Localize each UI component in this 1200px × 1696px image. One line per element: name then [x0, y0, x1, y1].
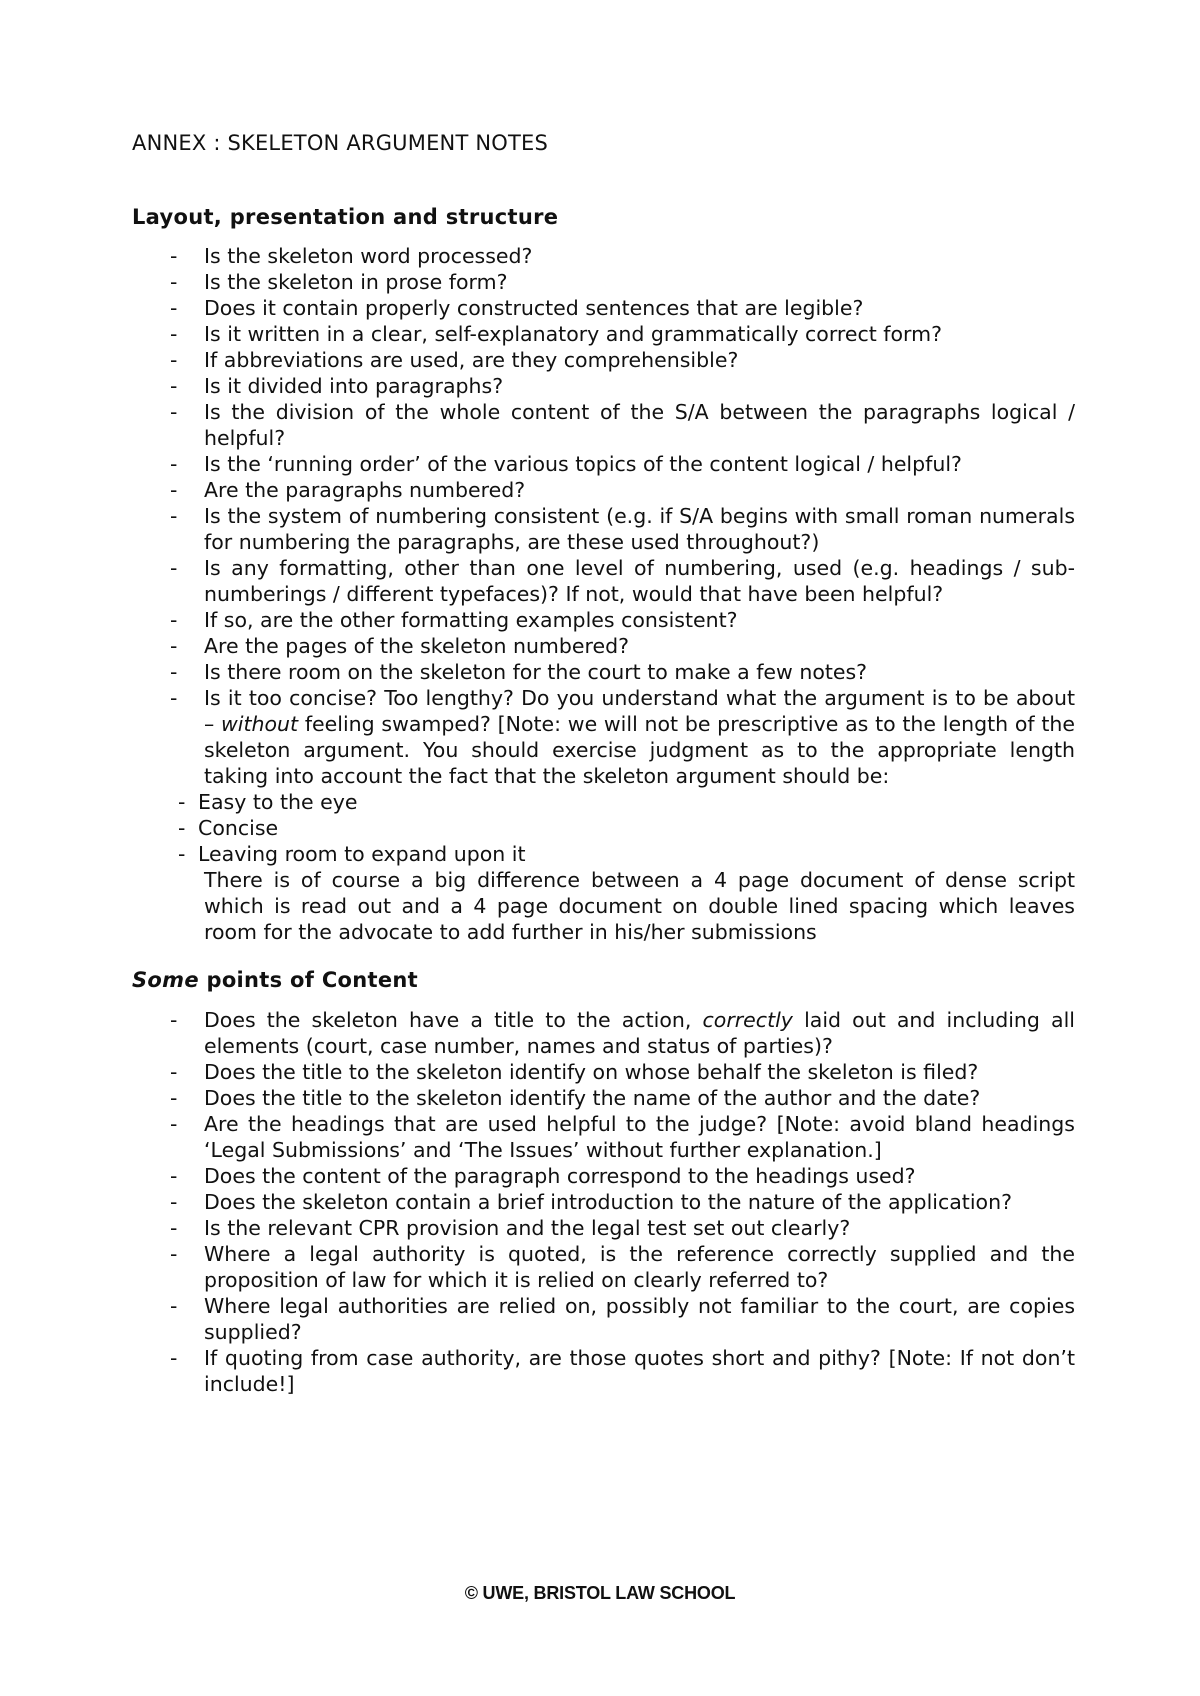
heading-text: points of Content [198, 968, 418, 992]
list-item: - Are the paragraphs numbered? [164, 477, 1075, 503]
sub-list-item: - Easy to the eye [178, 789, 1075, 815]
list-item: - Does it contain properly constructed sentences that are legible? [164, 295, 1075, 321]
list-item: - Is it written in a clear, self-explanatory and grammatically correct form? [164, 321, 1075, 347]
list-item: - Is the ‘running order’ of the various topics of the content logical / helpful? [164, 451, 1075, 477]
list-item: - If so, are the other formatting examples consistent? [164, 607, 1075, 633]
title-item-emphasis: correctly [702, 1008, 793, 1032]
list-item: - Where legal authorities are relied on, possibly not familiar to the court, are copies supplied? [164, 1293, 1075, 1345]
length-note-text-continued: feeling swamped? [Note: we will not be prescriptive as to the length of the skeleton argument. You should exercise judgment as to the appropriate length taking into account the fact that the skeleton argument should be: [204, 712, 1075, 788]
list-item: - Does the content of the paragraph correspond to the headings used? [164, 1163, 1075, 1189]
list-item-length-note [164, 685, 1075, 789]
list-item: - Is there room on the skeleton for the court to make a few notes? [164, 659, 1075, 685]
list-item: - Are the headings that are used helpful to the judge? [Note: avoid bland headings ‘Legal Submissions’ and ‘The Issues’ without further explanation.] [164, 1111, 1075, 1163]
list-item: - Is the relevant CPR provision and the legal test set out clearly? [164, 1215, 1075, 1241]
title-item-text-continued: laid out and including all elements (court, case number, names and status of parties)? [204, 1008, 1075, 1058]
list-item: - If quoting from case authority, are those quotes short and pithy? [Note: If not don’t include!] [164, 1345, 1075, 1397]
list-item: - Is the system of numbering consistent (e.g. if S/A begins with small roman numerals for numbering the paragraphs, are these used throughout?) [164, 503, 1075, 555]
list-item: - Is the skeleton in prose form? [164, 269, 1075, 295]
footer-copyright: © UWE, BRISTOL LAW SCHOOL [464, 1583, 736, 1603]
list-item: - Does the title to the skeleton identify the name of the author and the date? [164, 1085, 1075, 1111]
list-item-title [164, 1007, 1075, 1059]
length-note-emphasis: without [221, 712, 299, 736]
sub-list-item: - Leaving room to expand upon it [178, 841, 1075, 867]
sub-list-item: - Concise [178, 815, 1075, 841]
section-heading-layout: Layout, presentation and structure [132, 205, 559, 229]
length-note-closing-text: There is of course a big difference between a 4 page document of dense script which is read out and a 4 page document on double lined spacing which leaves room for the advocate to add further in his/her submissions [204, 868, 1075, 944]
list-item: - Is any formatting, other than one level of numbering, used (e.g. headings / sub- numberings / different typefaces)? If not, would that have been helpful? [164, 555, 1075, 607]
list-item: - Is it divided into paragraphs? [164, 373, 1075, 399]
document-title: ANNEX : SKELETON ARGUMENT NOTES [132, 131, 549, 155]
title-item-text: Does the skeleton have a title to the action, [204, 1008, 703, 1032]
section-heading-content [132, 968, 418, 992]
list-item: - Is the skeleton word processed? [164, 243, 1075, 269]
length-note-text: Is it too concise? Too lengthy? Do you understand what the argument is to be about – [204, 686, 1075, 736]
list-item: - Is the division of the whole content of the S/A between the paragraphs logical / helpful? [164, 399, 1075, 451]
heading-emphasis: Some [132, 968, 199, 992]
layout-checklist [164, 243, 1075, 945]
list-item: - Does the title to the skeleton identify on whose behalf the skeleton is filed? [164, 1059, 1075, 1085]
list-item: - Are the pages of the skeleton numbered? [164, 633, 1075, 659]
list-item: - Does the skeleton contain a brief introduction to the nature of the application? [164, 1189, 1075, 1215]
list-item: - Where a legal authority is quoted, is the reference correctly supplied and the proposition of law for which it is relied on clearly referred to? [164, 1241, 1075, 1293]
content-checklist [164, 1007, 1075, 1397]
list-item: - If abbreviations are used, are they comprehensible? [164, 347, 1075, 373]
